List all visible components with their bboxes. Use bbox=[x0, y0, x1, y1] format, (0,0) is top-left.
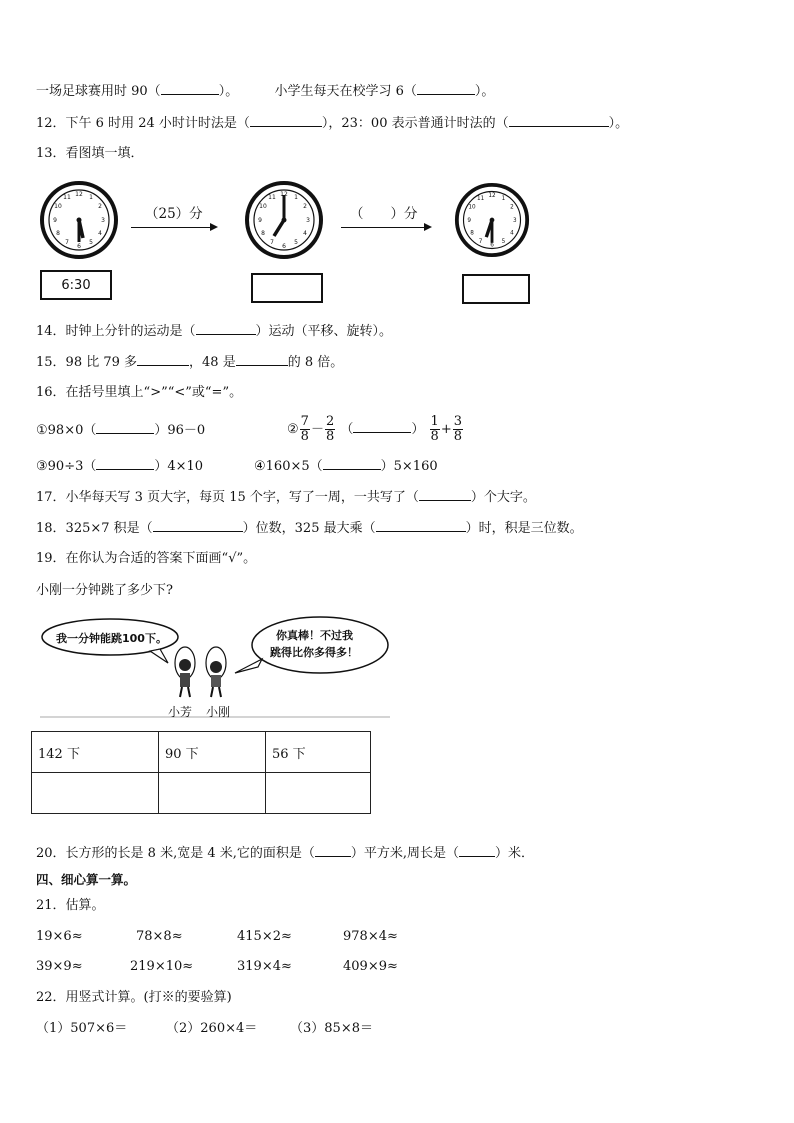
clock-icon bbox=[454, 182, 530, 258]
arrow-1-head bbox=[210, 223, 218, 231]
svg-text:4: 4 bbox=[510, 230, 514, 237]
q21-r2c2: 219×10≈ bbox=[130, 959, 194, 974]
q18-blank-2[interactable] bbox=[376, 519, 466, 532]
q18-text1: 18．325×7 积是（ bbox=[36, 521, 153, 536]
svg-text:10: 10 bbox=[54, 203, 62, 210]
answer-cell[interactable] bbox=[32, 773, 159, 814]
q22-item3: （3）85×8＝ bbox=[290, 1021, 373, 1036]
svg-text:9: 9 bbox=[467, 217, 472, 224]
svg-text:8: 8 bbox=[470, 230, 474, 237]
clock-3-answer-box[interactable] bbox=[462, 274, 530, 304]
bubble-right-line1: 你真棒！不过我 bbox=[276, 629, 353, 642]
q20-text2: ）平方米,周长是（ bbox=[350, 846, 460, 861]
svg-text:12: 12 bbox=[488, 193, 496, 200]
q15-blank-1[interactable] bbox=[137, 353, 189, 366]
q17-line bbox=[36, 488, 536, 507]
q16-item3-blank[interactable] bbox=[96, 457, 154, 470]
clock-icon bbox=[244, 180, 324, 260]
clock-icon bbox=[39, 180, 119, 260]
q11-line bbox=[36, 82, 494, 101]
option-cell: 142 下 bbox=[32, 732, 159, 773]
q14-blank[interactable] bbox=[196, 322, 256, 335]
svg-text:3: 3 bbox=[306, 217, 310, 224]
q15-text3: 的 8 倍。 bbox=[287, 355, 344, 370]
arrow-2-line bbox=[341, 227, 425, 228]
q16-item2-mid: （ bbox=[340, 422, 354, 437]
q16-item2-mid-end: ） bbox=[411, 422, 425, 437]
frac-den: 8 bbox=[325, 429, 335, 444]
q11-part1-end: ）。 bbox=[218, 84, 239, 99]
q16-item1 bbox=[36, 421, 205, 440]
svg-text:6: 6 bbox=[282, 243, 286, 250]
svg-text:1: 1 bbox=[294, 194, 298, 201]
q22-item1: （1）507×6＝ bbox=[36, 1021, 128, 1036]
q15-blank-2[interactable] bbox=[236, 353, 288, 366]
svg-text:8: 8 bbox=[261, 230, 265, 237]
q21-r2c4: 409×9≈ bbox=[343, 959, 398, 974]
q16-item3 bbox=[36, 457, 203, 476]
q21-title: 21．估算。 bbox=[36, 898, 105, 913]
svg-text:10: 10 bbox=[468, 204, 476, 211]
q18-blank-1[interactable] bbox=[153, 519, 243, 532]
svg-text:1: 1 bbox=[501, 196, 506, 203]
option-cell: 90 下 bbox=[159, 732, 266, 773]
svg-text:7: 7 bbox=[270, 239, 274, 246]
frac-num: 7 bbox=[300, 414, 309, 429]
q13-title: 13．看图填一填． bbox=[36, 146, 144, 161]
q16-item1-blank[interactable] bbox=[96, 421, 154, 434]
q20-blank-1[interactable] bbox=[315, 844, 351, 857]
section-4-title: 四、细心算一算。 bbox=[36, 872, 137, 887]
q20-blank-2[interactable] bbox=[459, 844, 495, 857]
q22-item2: （2）260×4＝ bbox=[166, 1021, 258, 1036]
q17-text1: 17．小华每天写 3 页大字，每页 15 个字，写了一周，一共写了（ bbox=[36, 490, 419, 505]
q11-part2: 小学生每天在校学习 6（ bbox=[274, 84, 417, 99]
q11-part2-end: ）。 bbox=[474, 84, 495, 99]
q21-r1c1: 19×6≈ bbox=[36, 929, 83, 944]
q18-line bbox=[36, 519, 583, 538]
q17-blank[interactable] bbox=[419, 488, 471, 501]
q16-item4 bbox=[254, 457, 438, 476]
bubble-left-text: 我一分钟能跳100下。 bbox=[56, 632, 167, 645]
svg-text:7: 7 bbox=[478, 238, 483, 245]
svg-text:11: 11 bbox=[268, 194, 276, 201]
q16-title: 16．在括号里填上“>”“<”或“=”。 bbox=[36, 385, 243, 400]
svg-text:2: 2 bbox=[510, 204, 514, 211]
q22-title: 22．用竖式计算。(打※的要验算) bbox=[36, 990, 232, 1005]
q15-text2: ，48 是 bbox=[189, 355, 236, 370]
svg-text:6: 6 bbox=[77, 243, 81, 250]
frac-num: 1 bbox=[430, 414, 439, 429]
svg-text:1: 1 bbox=[89, 194, 93, 201]
q12-text1: 12．下午 6 时用 24 小时计时法是（ bbox=[36, 116, 250, 131]
q12-text2: ），23：00 表示普通计时法的（ bbox=[321, 116, 509, 131]
q16-item1-right: ）96－0 bbox=[154, 423, 206, 438]
q21-r1c2: 78×8≈ bbox=[136, 929, 183, 944]
svg-text:12: 12 bbox=[280, 191, 288, 198]
svg-text:4: 4 bbox=[98, 230, 102, 237]
q12-blank-2[interactable] bbox=[509, 114, 609, 127]
q21-r2c1: 39×9≈ bbox=[36, 959, 83, 974]
svg-text:12: 12 bbox=[75, 191, 83, 198]
q16-item4-right: ）5×160 bbox=[380, 459, 438, 474]
q20-text3: ）米． bbox=[495, 846, 535, 861]
q12-blank-1[interactable] bbox=[250, 114, 322, 127]
answer-cell[interactable] bbox=[266, 773, 371, 814]
q16-item2-blank[interactable] bbox=[353, 420, 411, 433]
arrow-1-label: （25）分 bbox=[145, 206, 203, 222]
frac-num: 3 bbox=[453, 414, 463, 429]
q21-r2c3: 319×4≈ bbox=[237, 959, 292, 974]
q20-text1: 20．长方形的长是 8 米,宽是 4 米,它的面积是（ bbox=[36, 846, 315, 861]
svg-text:11: 11 bbox=[63, 194, 71, 201]
q19-title: 19．在你认为合适的答案下面画“√”。 bbox=[36, 551, 257, 566]
clock-3 bbox=[454, 182, 530, 262]
kid-label-xiaogang: 小刚 bbox=[206, 705, 231, 719]
q16-item3-left: ③90÷3（ bbox=[36, 459, 97, 474]
clock-2 bbox=[244, 180, 324, 264]
svg-text:10: 10 bbox=[259, 203, 267, 210]
answer-cell[interactable] bbox=[159, 773, 266, 814]
arrow-1-line bbox=[131, 227, 211, 228]
q11-part1: 一场足球赛用时 90（ bbox=[36, 84, 161, 99]
q18-text2: ）位数，325 最大乘（ bbox=[242, 521, 376, 536]
kid-label-xiaofang: 小芳 bbox=[168, 705, 193, 719]
q15-text1: 15．98 比 79 多 bbox=[36, 355, 138, 370]
svg-text:7: 7 bbox=[65, 239, 69, 246]
q16-item3-right: ）4×10 bbox=[154, 459, 204, 474]
frac-den: 8 bbox=[453, 429, 463, 444]
q16-item2-label: ② bbox=[287, 422, 299, 437]
clock-1 bbox=[39, 180, 119, 264]
q18-text3: ）时，积是三位数。 bbox=[465, 521, 583, 536]
q11-blank-1[interactable] bbox=[161, 82, 219, 95]
q16-item4-blank[interactable] bbox=[323, 457, 381, 470]
clock-1-answer-box: 6:30 bbox=[40, 270, 112, 300]
svg-text:9: 9 bbox=[53, 217, 57, 224]
q21-r1c3: 415×2≈ bbox=[237, 929, 292, 944]
svg-text:2: 2 bbox=[303, 203, 307, 210]
arrow-2-label: （ ）分 bbox=[350, 206, 418, 222]
clock-2-answer-box[interactable] bbox=[251, 273, 323, 303]
q19-subtitle: 小刚一分钟跳了多少下? bbox=[36, 583, 173, 598]
svg-text:3: 3 bbox=[512, 217, 517, 224]
svg-text:5: 5 bbox=[89, 239, 93, 246]
svg-text:2: 2 bbox=[98, 203, 102, 210]
svg-text:5: 5 bbox=[294, 239, 298, 246]
arrow-2-head bbox=[424, 223, 432, 231]
q17-text2: ）个大字。 bbox=[470, 490, 536, 505]
q12-text3: ）。 bbox=[608, 116, 629, 131]
q16-item1-left: ①98×0（ bbox=[36, 423, 97, 438]
bubble-right-line2: 跳得比你多得多！ bbox=[270, 646, 358, 659]
q21-r1c4: 978×4≈ bbox=[343, 929, 398, 944]
option-cell: 56 下 bbox=[266, 732, 371, 773]
fraction-7-8 bbox=[300, 415, 310, 444]
q14-line bbox=[36, 322, 392, 341]
fraction-3-8 bbox=[453, 415, 463, 444]
svg-text:8: 8 bbox=[56, 230, 60, 237]
svg-text:6: 6 bbox=[490, 242, 494, 249]
q16-item2 bbox=[287, 412, 464, 448]
plus-sign: + bbox=[440, 422, 452, 437]
svg-text:11: 11 bbox=[476, 196, 485, 203]
q20-line bbox=[36, 844, 534, 863]
minus-sign: － bbox=[310, 422, 324, 437]
fraction-1-8 bbox=[430, 415, 440, 444]
jump-rope-illustration bbox=[40, 615, 390, 720]
q11-blank-2[interactable] bbox=[417, 82, 475, 95]
q15-line bbox=[36, 353, 343, 372]
svg-text:9: 9 bbox=[258, 217, 262, 224]
q14-text1: 14．时钟上分针的运动是（ bbox=[36, 324, 196, 339]
frac-num: 2 bbox=[325, 414, 335, 429]
q19-options-table bbox=[31, 731, 371, 814]
frac-den: 8 bbox=[300, 429, 309, 444]
svg-text:4: 4 bbox=[303, 230, 307, 237]
fraction-2-8 bbox=[325, 415, 335, 444]
frac-den: 8 bbox=[430, 429, 439, 444]
q14-text2: ）运动（平移、旋转）。 bbox=[255, 324, 393, 339]
q12-line bbox=[36, 114, 628, 133]
q16-item4-left: ④160×5（ bbox=[254, 459, 323, 474]
svg-text:3: 3 bbox=[101, 217, 105, 224]
svg-text:5: 5 bbox=[501, 238, 506, 245]
